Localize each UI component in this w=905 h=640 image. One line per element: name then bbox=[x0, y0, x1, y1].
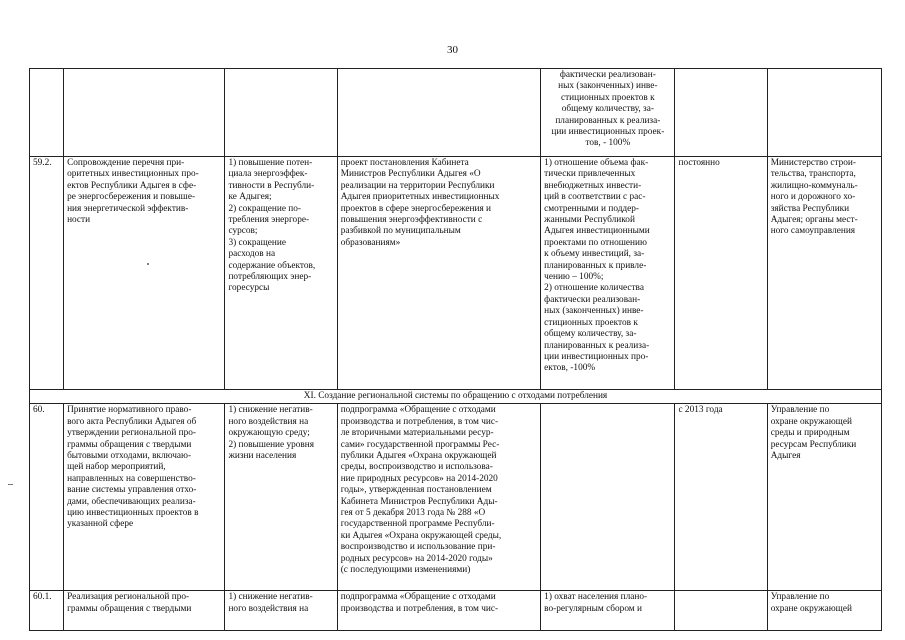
executors-cell bbox=[767, 69, 881, 157]
scan-speck bbox=[147, 263, 149, 265]
tasks-cell: 1) снижение негатив- ного воздействия на bbox=[225, 591, 337, 631]
executors-cell: Министерство строи- тельства, транспорта, жилищно-коммуналь- ного и дорожного хо- зяйства Республики Адыгея; органы мест- ного самоуправления bbox=[767, 157, 881, 390]
measures-table bbox=[29, 68, 882, 631]
term-cell: с 2013 года bbox=[675, 404, 767, 591]
document-cell: подпрограмма «Обращение с отходами производства и потребления, в том чис- bbox=[337, 591, 540, 631]
tasks-cell: 1) повышение потен- циала энергоэффек- тивности в Республи- ке Адыгея; 2) сокращение по- требления энергоре- сурсов; 3) сокращение расходов на содержание объектов, потребляющих энер- горесурсы bbox=[225, 157, 337, 390]
row-number-cell: 59.2. bbox=[30, 157, 64, 390]
executors-cell: Управление по охране окружающей bbox=[767, 591, 881, 631]
row-number-cell bbox=[30, 69, 64, 157]
table-row bbox=[30, 157, 882, 390]
indicators-cell: 1) охват населения плано- во-регулярным сбором и bbox=[541, 591, 675, 631]
table-row bbox=[30, 69, 882, 157]
document-cell bbox=[337, 69, 540, 157]
term-cell bbox=[675, 69, 767, 157]
measure-name-cell: Реализация региональной про- граммы обращения с твердыми bbox=[64, 591, 225, 631]
tasks-cell: 1) снижение негатив- ного воздействия на окружающую среду; 2) повышение уровня жизни населения bbox=[225, 404, 337, 591]
document-cell: подпрограмма «Обращение с отходами производства и потребления, в том чис- ле вторичными материальными ресур- сами» государственной программы Рес- публики Адыгея «Охрана окружающей среды, воспроизводство и использова- ние природных ресурсов» на 2014-2020 годы», утвержденная постановлением Кабинета Министров Республики Ады- гея от 5 декабря 2013 года № 288 «О государственной программе Республи- ки Адыгея «Охрана окружающей среды, воспроизводство и использование при- родных ресурсов» на 2014-2020 годы» (с последующими изменениями) bbox=[337, 404, 540, 591]
page-number: 30 bbox=[447, 44, 458, 56]
term-cell bbox=[675, 591, 767, 631]
document-cell: проект постановления Кабинета Министров Республики Адыгея «О реализации на территории Республики Адыгея приоритетных инвестиционных проектов в сфере энергосбережения и повышения энергоэффективности с разбивкой по муниципальным образованиям» bbox=[337, 157, 540, 390]
indicators-cell: фактически реализован- ных (законченных) инве- стиционных проектов к общему количеству, за- планированных к реализа- ции инвестиционных проек- тов, - 100% bbox=[541, 69, 675, 157]
row-number-cell: 60.1. bbox=[30, 591, 64, 631]
measure-name-cell: Сопровождение перечня при- оритетных инвестиционных про- ектов Республики Адыгея в сфе- ре энергосбережения и повыше- ния энергетической эффектив- ности bbox=[64, 157, 225, 390]
measure-name-cell: Принятие нормативного право- вого акта Республики Адыгея об утверждении региональной про- граммы обращения с твердыми бытовыми отходами, включаю- щей набор мероприятий, направленных на совершенство- вание системы управления отхо- дами, обеспечивающих реализа- цию инвестиционных проектов в указанной сфере bbox=[64, 404, 225, 591]
table-row bbox=[30, 591, 882, 631]
indicators-cell bbox=[541, 404, 675, 591]
scan-margin-mark bbox=[8, 484, 13, 485]
table-row bbox=[30, 404, 882, 591]
indicators-cell: 1) отношение объема фак- тически привлеченных внебюджетных инвести- ций в соответствии с рас- смотренными и поддер- жанными Республикой Адыгея инвестиционными проектами по отношению к объему инвестиций, за- планированных к привле- чению – 100%; 2) отношение количества фактически реализован- ных (законченных) инве- стиционных проектов к общему количеству, за- планированных к реализа- ции инвестиционных про- ектов, -100% bbox=[541, 157, 675, 390]
section-title: XI. Создание региональной системы по обращению с отходами потребления bbox=[30, 390, 882, 404]
executors-cell: Управление по охране окружающей среды и природным ресурсам Республики Адыгея bbox=[767, 404, 881, 591]
tasks-cell bbox=[225, 69, 337, 157]
measure-name-cell bbox=[64, 69, 225, 157]
term-cell: постоянно bbox=[675, 157, 767, 390]
section-header-row bbox=[30, 390, 882, 404]
row-number-cell: 60. bbox=[30, 404, 64, 591]
